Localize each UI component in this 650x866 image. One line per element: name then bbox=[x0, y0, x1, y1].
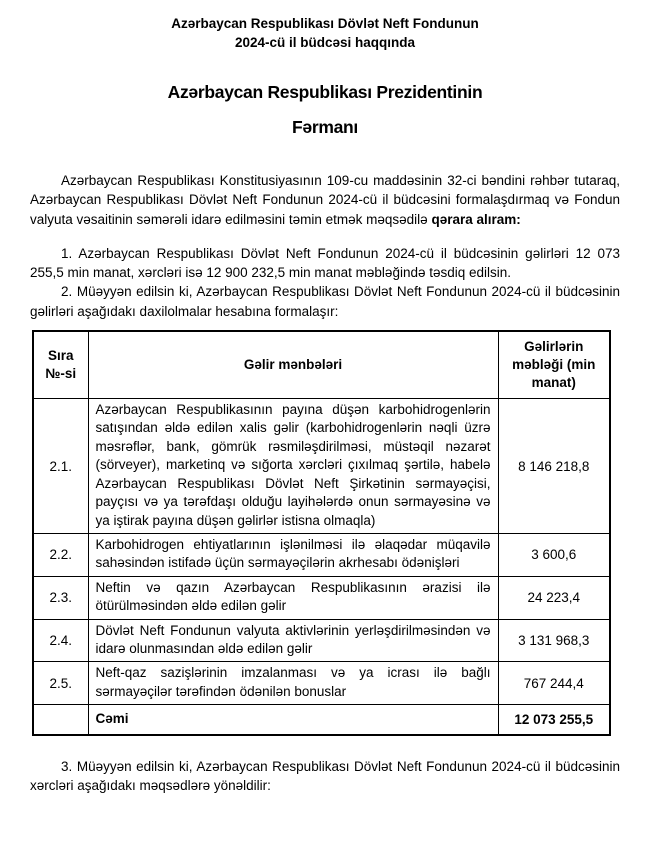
row-number: 2.4. bbox=[33, 619, 88, 662]
total-amount: 12 073 255,5 bbox=[498, 705, 610, 735]
subject-line-2: 2024-cü il büdcəsi haqqında bbox=[234, 35, 416, 50]
row-source: Azərbaycan Respublikasının payına düşən karbohidrogenlərin satışından əldə edilən xalis gəlir (karbohidrogenlərin nəqli üzrə məsrəflər, bank, gömrük rəsmiləşdirilməsi, müstəqil nəzarət (sörveyer), marketinq və sığorta xərcləri çıxılmaq şərtilə, habelə Azərbaycan Respublikası Dövlət Neft Şirkətinin sərmayəçisi, payçısı və ya tərəfdaşı olduğu layihələrdə onun sərmayəsinə və ya iştirak payına düşən gəlirlər istisna olmaqla) bbox=[88, 399, 498, 534]
revenue-table-header bbox=[33, 331, 610, 399]
decree-item-3: 3. Müəyyən edilsin ki, Azərbaycan Respublikası Dövlət Neft Fondunun 2024-cü il büdcəsinin xərcləri aşağıdakı məqsədlərə yönəldilir: bbox=[30, 758, 620, 793]
table-row bbox=[33, 533, 610, 576]
decree-item-1: 1. Azərbaycan Respublikası Dövlət Neft Fondunun 2024-cü il büdcəsinin gəlirləri 12 073 255,5 min manat, xərcləri isə 12 900 232,5 min manat məbləğində təsdiq edilsin. bbox=[30, 245, 620, 281]
document-title-line-2: Fərmanı bbox=[292, 117, 358, 137]
row-source: Karbohidrogen ehtiyatlarının işlənilməsi ilə əlaqədar müqavilə sahəsindən istifadə üçün sərmayəçilərin akrhesabı ödənişləri bbox=[88, 533, 498, 576]
row-amount: 3 600,6 bbox=[498, 533, 610, 576]
decree-items-section bbox=[30, 244, 620, 321]
row-number: 2.5. bbox=[33, 662, 88, 705]
table-row bbox=[33, 619, 610, 662]
preamble-section bbox=[30, 171, 620, 229]
row-amount: 24 223,4 bbox=[498, 576, 610, 619]
document-subject bbox=[30, 14, 620, 52]
table-row bbox=[33, 576, 610, 619]
row-amount: 3 131 968,3 bbox=[498, 619, 610, 662]
preamble-bold-text: qərara alıram: bbox=[431, 211, 521, 227]
closing-section bbox=[30, 757, 620, 796]
row-amount: 767 244,4 bbox=[498, 662, 610, 705]
revenue-table bbox=[32, 330, 611, 736]
preamble-paragraph bbox=[30, 171, 620, 229]
table-row bbox=[33, 662, 610, 705]
total-label: Cəmi bbox=[88, 705, 498, 735]
row-source: Neft-qaz sazişlərinin imzalanması və ya icrası ilə bağlı sərmayəçilər tərəfindən ödənilən bonuslar bbox=[88, 662, 498, 705]
col-header-source: Gəlir mənbələri bbox=[88, 331, 498, 399]
row-source: Neftin və qazın Azərbaycan Respublikasının ərazisi ilə ötürülməsindən əldə edilən gəlir bbox=[88, 576, 498, 619]
col-header-no: Sıra №-si bbox=[33, 331, 88, 399]
decree-item-2: 2. Müəyyən edilsin ki, Azərbaycan Respublikası Dövlət Neft Fondunun 2024-cü il büdcəsinin gəlirləri aşağıdakı daxilolmalar hesabına formalaşır: bbox=[30, 284, 620, 319]
row-number: 2.2. bbox=[33, 533, 88, 576]
table-total-row bbox=[33, 705, 610, 735]
row-number: 2.3. bbox=[33, 576, 88, 619]
subject-line-1: Azərbaycan Respublikası Dövlət Neft Fondunun bbox=[171, 16, 479, 31]
table-header-row bbox=[33, 331, 610, 399]
total-row-empty-cell bbox=[33, 705, 88, 735]
preamble-text: Azərbaycan Respublikası Konstitusiyasının 109-cu maddəsinin 32-ci bəndini rəhbər tutaraq, Azərbaycan Respublikası Dövlət Neft Fondunun 2024-cü il büdcəsini formalaşdırmaq və Fondun valyuta vəsaitinin səmərəli idarə edilməsini təmin etmək məqsədilə bbox=[30, 173, 620, 227]
row-amount: 8 146 218,8 bbox=[498, 399, 610, 534]
row-source: Dövlət Neft Fondunun valyuta aktivlərinin yerləşdirilməsindən və idarə olunmasından əldə edilən gəlir bbox=[88, 619, 498, 662]
row-number: 2.1. bbox=[33, 399, 88, 534]
revenue-table-body bbox=[33, 399, 610, 735]
table-row bbox=[33, 399, 610, 534]
document-title-line-1: Azərbaycan Respublikası Prezidentinin bbox=[167, 82, 483, 102]
col-header-amount: Gəlirlərin məbləği (min manat) bbox=[498, 331, 610, 399]
